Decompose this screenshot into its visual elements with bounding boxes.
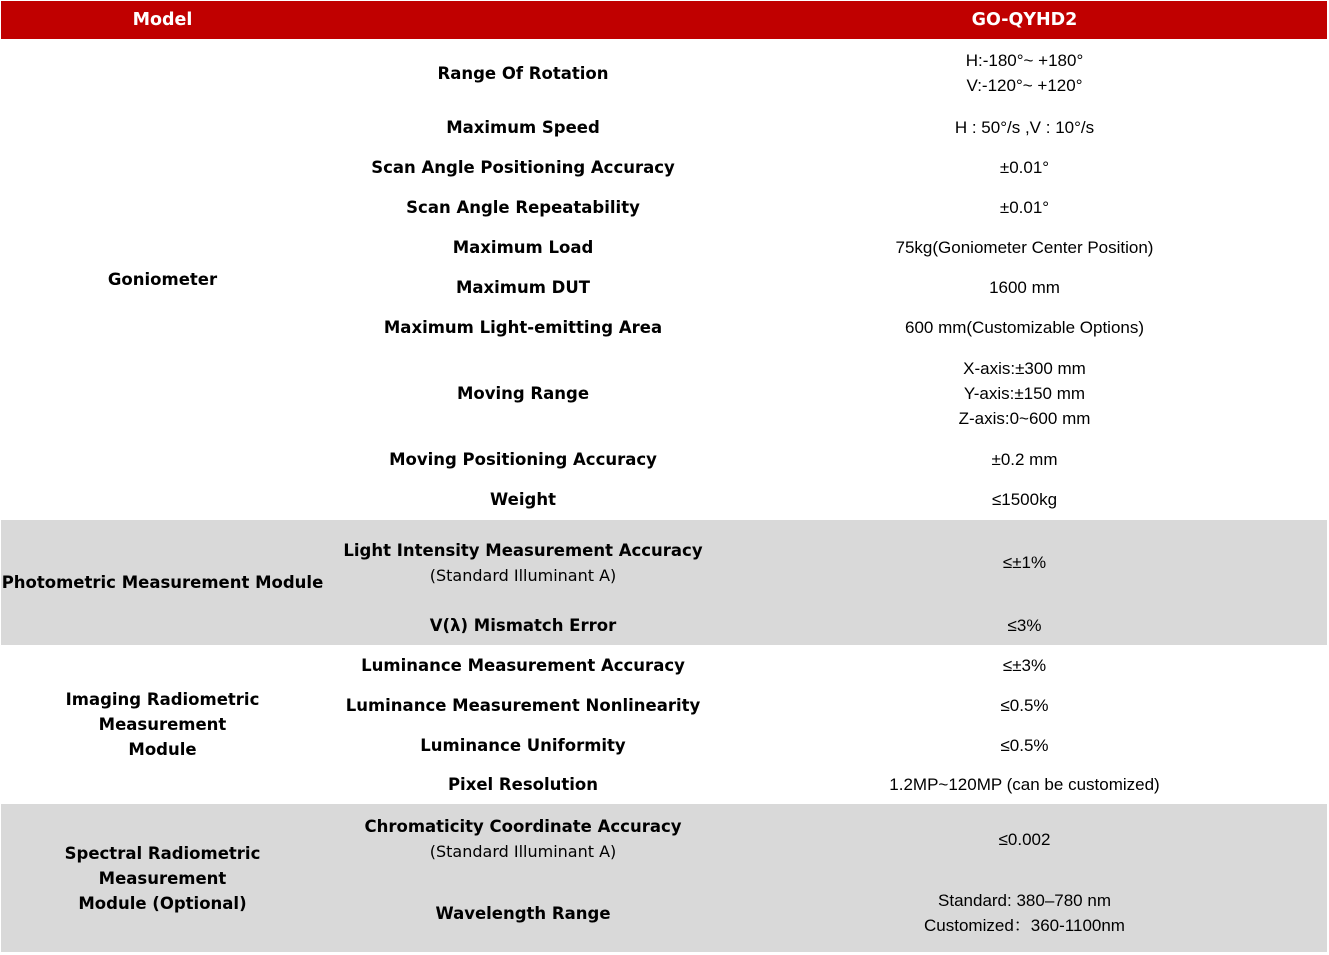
param-cell: V(λ) Mismatch Error <box>324 605 722 645</box>
param-cell: Luminance Measurement Nonlinearity <box>345 695 701 715</box>
table-row <box>1 39 1327 107</box>
value-line: V:-120°~ +120° <box>966 76 1083 95</box>
param-cell: Maximum DUT <box>455 277 591 297</box>
group-photometric-label: Photometric Measurement Module <box>1 520 324 645</box>
group-label-line: Module <box>128 740 197 759</box>
param-cell <box>324 520 722 605</box>
value-cell: ≤0.5% <box>1000 735 1049 755</box>
value-cell: ≤0.5% <box>1000 695 1049 715</box>
table-row <box>1 645 1327 685</box>
param-cell: Maximum Load <box>452 237 594 257</box>
value-cell: 1.2MP~120MP (can be customized) <box>889 775 1160 794</box>
param-cell: Wavelength Range <box>324 874 722 952</box>
value-cell: ≤0.002 <box>722 804 1327 874</box>
value-cell: ≤3% <box>722 605 1327 645</box>
table-row <box>1 804 1327 874</box>
param-cell: Scan Angle Repeatability <box>406 197 640 217</box>
value-cell: ≤1500kg <box>991 490 1058 509</box>
param-cell: Weight <box>490 490 556 509</box>
value-cell: H : 50°/s ,V : 10°/s <box>954 117 1095 137</box>
group-goniometer-label: Goniometer <box>107 270 218 289</box>
param-text: Chromaticity Coordinate Accuracy <box>364 817 682 836</box>
header-row <box>1 1 1327 39</box>
value-cell: ±0.2 mm <box>991 449 1058 469</box>
value-cell: 75kg(Goniometer Center Position) <box>895 237 1154 257</box>
value-line: X-axis:±300 mm <box>963 358 1086 378</box>
group-imaging-label <box>1 645 324 804</box>
value-cell <box>722 874 1327 952</box>
value-cell <box>722 347 1327 439</box>
value-cell: ≤±3% <box>1002 655 1047 675</box>
value-line: H:-180°~ +180° <box>965 51 1084 70</box>
param-cell: Scan Angle Positioning Accuracy <box>371 157 675 177</box>
value-line: Z-axis:0~600 mm <box>958 408 1091 428</box>
param-note: (Standard Illuminant A) <box>429 842 617 861</box>
param-cell: Moving Range <box>456 383 590 403</box>
value-cell: ±0.01° <box>999 157 1050 177</box>
value-cell: 600 mm(Customizable Options) <box>904 317 1145 337</box>
group-label-line: Module (Optional) <box>78 893 247 913</box>
param-cell <box>324 804 722 874</box>
spec-table <box>1 1 1327 952</box>
group-spectral-label <box>1 804 324 952</box>
group-label-line: Spectral Radiometric Measurement <box>64 843 261 888</box>
value-line: Customized：360-1100nm <box>924 916 1125 935</box>
param-cell: Luminance Uniformity <box>420 735 626 755</box>
value-cell <box>722 39 1327 107</box>
param-cell: Maximum Speed <box>446 117 600 137</box>
header-spacer <box>324 1 722 39</box>
param-cell: Pixel Resolution <box>447 775 599 794</box>
table-row <box>1 520 1327 605</box>
param-cell: Moving Positioning Accuracy <box>389 449 657 469</box>
param-cell: Range Of Rotation <box>437 63 609 83</box>
header-model-value: GO-QYHD2 <box>722 1 1327 39</box>
value-line: Standard: 380–780 nm <box>938 891 1111 910</box>
value-cell: ±0.01° <box>999 197 1050 217</box>
value-line: Y-axis:±150 mm <box>963 383 1086 403</box>
param-note: (Standard Illuminant A) <box>429 565 617 585</box>
group-label-line: Imaging Radiometric Measurement <box>65 690 260 734</box>
param-cell: Luminance Measurement Accuracy <box>361 655 685 675</box>
param-text: Light Intensity Measurement Accuracy <box>343 540 703 560</box>
param-cell: Maximum Light-emitting Area <box>383 317 663 337</box>
value-cell: 1600 mm <box>989 277 1060 297</box>
header-model-label: Model <box>1 1 324 39</box>
value-cell: ≤±1% <box>722 520 1327 605</box>
